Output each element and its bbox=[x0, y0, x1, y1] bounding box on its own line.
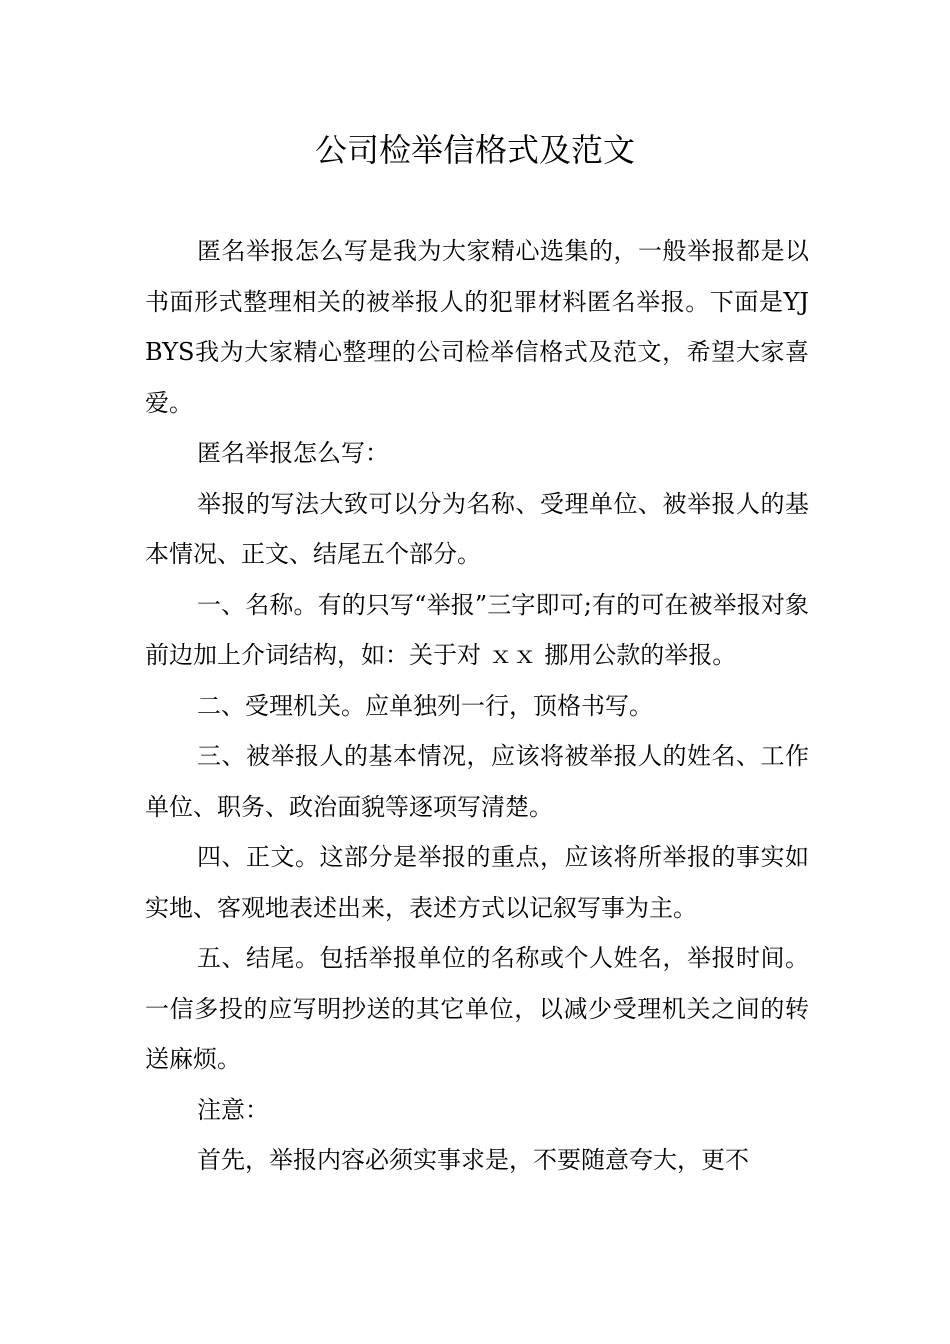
paragraph-notice-heading: 注意： bbox=[197, 1095, 269, 1124]
paragraph-intro: 匿名举报怎么写是我为大家精心选集的，一般举报都是以书面形式整理相关的被举报人的犯罪材料匿名举报。下面是YJBYS我为大家精心整理的公司检举信格式及范文，希望大家喜爱。 bbox=[145, 237, 809, 417]
paragraph-section-main-text: 四、正文。这部分是举报的重点，应该将所举报的事实如实地、客观地表述出来，表述方式以记叙写事为主。 bbox=[145, 843, 809, 922]
paragraph-heading-how-to-write: 匿名举报怎么写： bbox=[197, 439, 389, 467]
document-title: 公司检举信格式及范文 bbox=[314, 131, 635, 169]
paragraph-section-ending: 五、结尾。包括举报单位的名称或个人姓名，举报时间。一信多投的应写明抄送的其它单位，以减少受理机关之间的转送麻烦。 bbox=[145, 944, 809, 1073]
document-body bbox=[145, 226, 809, 1186]
paragraph-structure-overview: 举报的写法大致可以分为名称、受理单位、被举报人的基本情况、正文、结尾五个部分。 bbox=[145, 489, 809, 568]
paragraph-section-receiving-authority: 二、受理机关。应单独列一行，顶格书写。 bbox=[197, 691, 653, 720]
paragraph-section-reported-person: 三、被举报人的基本情况，应该将被举报人的姓名、工作单位、职务、政治面貌等逐项写清楚。 bbox=[145, 742, 809, 821]
paragraph-section-name: 一、名称。有的只写“举报”三字即可;有的可在被举报对象前边加上介词结构，如：关于对 ｘｘ 挪用公款的举报。 bbox=[145, 590, 809, 669]
paragraph-notice-first: 首先，举报内容必须实事求是，不要随意夸大，更不 bbox=[197, 1146, 749, 1174]
